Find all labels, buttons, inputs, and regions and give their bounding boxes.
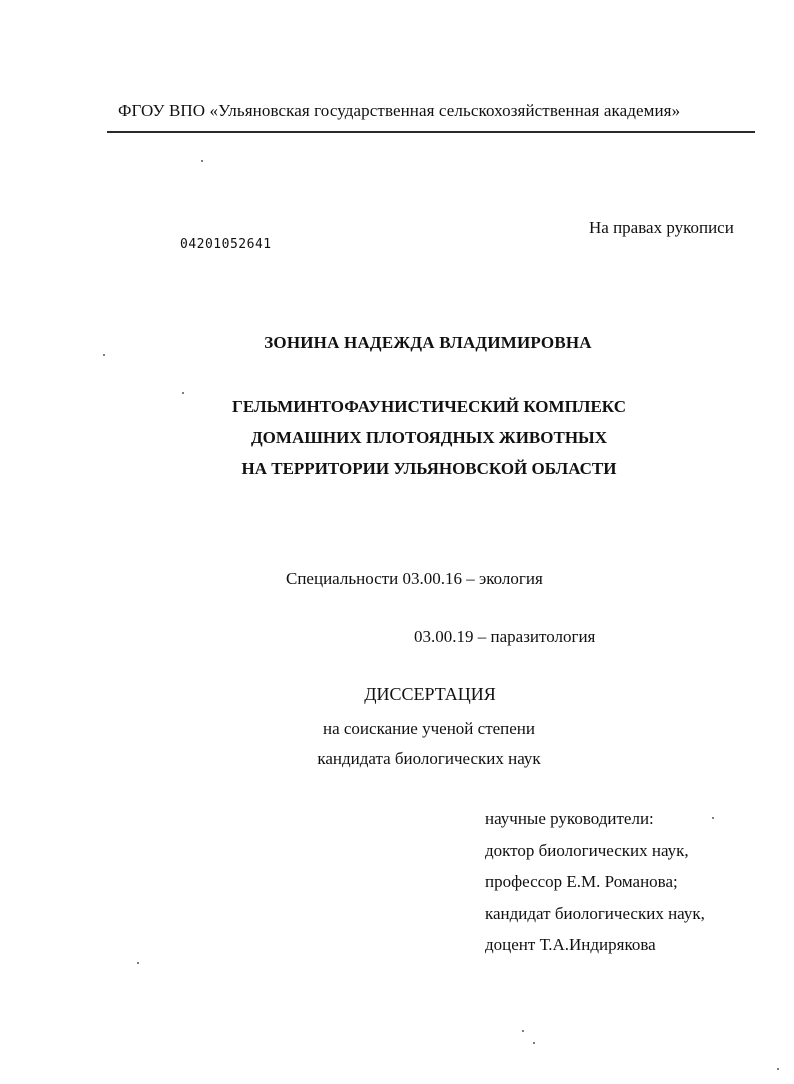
specialty-line-parasitology: 03.00.19 – паразитология (414, 627, 596, 646)
dissertation-title (0, 391, 794, 484)
author-name: ЗОНИНА НАДЕЖДА ВЛАДИМИРОВНА (264, 333, 592, 352)
scan-speck (137, 962, 139, 964)
title-line: НА ТЕРРИТОРИИ УЛЬЯНОВСКОЙ ОБЛАСТИ (241, 459, 617, 478)
degree-statement (0, 714, 794, 774)
institution-header: ФГОУ ВПО «Ульяновская государственная сельскохозяйственная академия» (118, 101, 681, 120)
supervisors-block (485, 803, 705, 961)
supervisor-degree: доктор биологических наук, (485, 840, 689, 860)
header-divider (107, 131, 755, 133)
scan-speck (201, 160, 203, 162)
document-number: 04201052641 (180, 237, 272, 252)
document-type: ДИССЕРТАЦИЯ (364, 684, 496, 704)
degree-line: на соискание ученой степени (322, 719, 536, 738)
supervisor-degree: кандидат биологических наук, (485, 903, 705, 923)
title-line: ДОМАШНИХ ПЛОТОЯДНЫХ ЖИВОТНЫХ (250, 428, 608, 447)
scan-speck (182, 392, 184, 394)
scan-speck (712, 817, 714, 819)
supervisor-name: профессор Е.М. Романова; (485, 872, 678, 891)
supervisors-heading: научные руководители: (485, 809, 654, 828)
scan-speck (533, 1042, 535, 1044)
degree-line: кандидата биологических наук (317, 749, 541, 768)
scan-speck (777, 1068, 779, 1070)
specialty-line-ecology: Специальности 03.00.16 – экология (286, 569, 543, 588)
scan-speck (103, 354, 105, 356)
title-line: ГЕЛЬМИНТОФАУНИСТИЧЕСКИЙ КОМПЛЕКС (232, 397, 626, 416)
scan-speck (522, 1030, 524, 1032)
supervisor-name: доцент Т.А.Индирякова (485, 935, 656, 954)
manuscript-rights-note: На правах рукописи (589, 218, 734, 237)
